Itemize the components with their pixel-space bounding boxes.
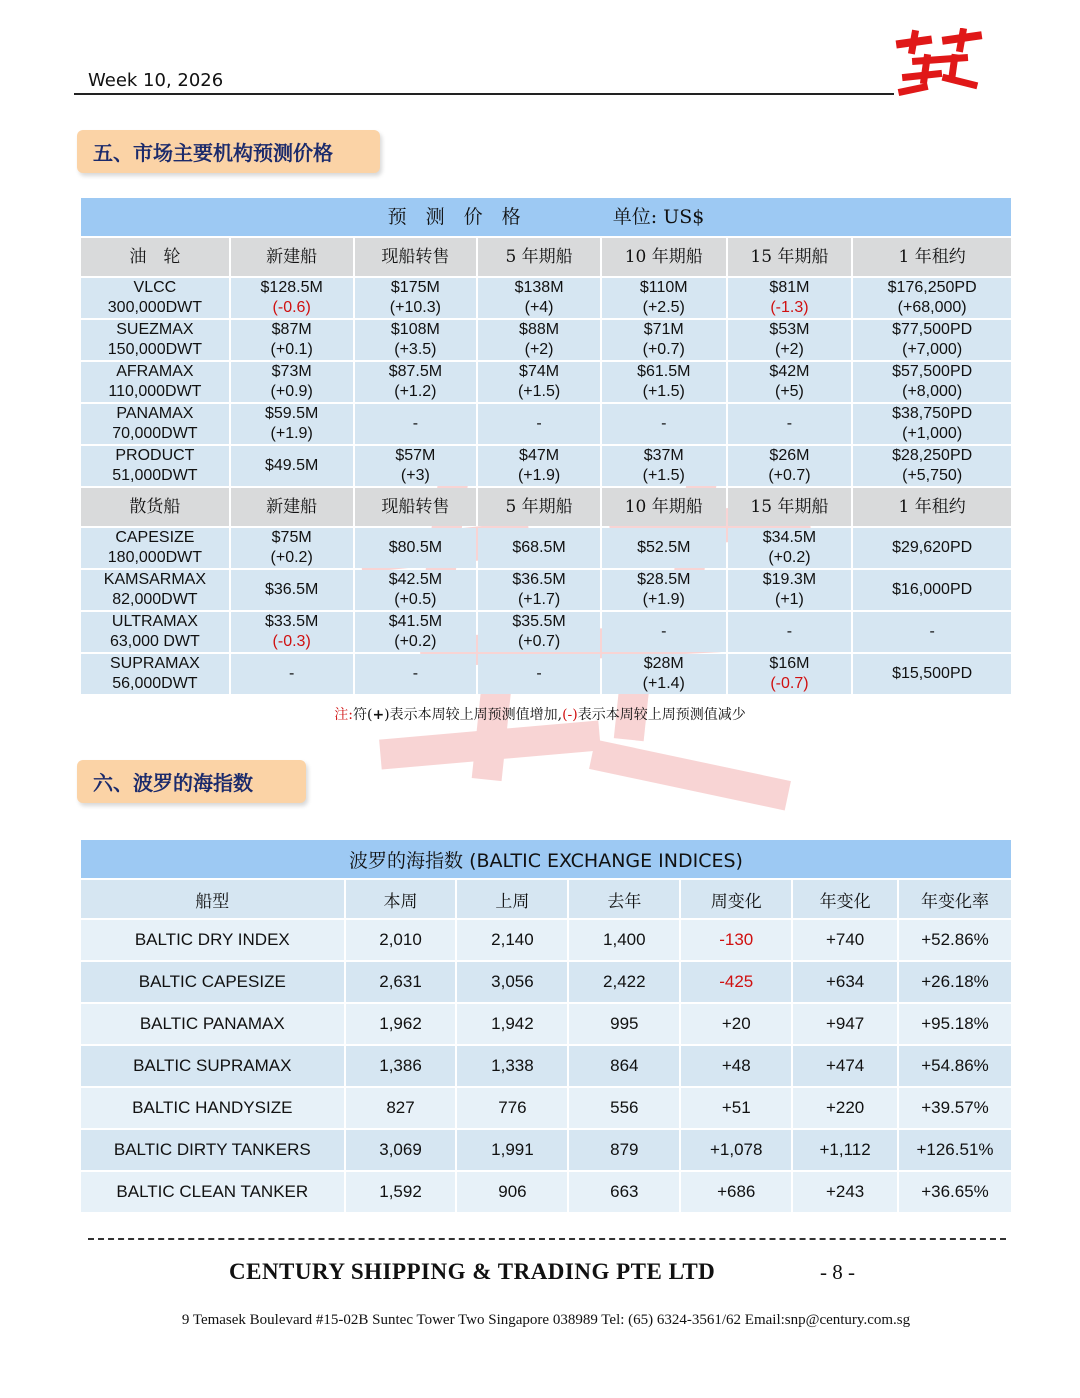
price-change: (+1.2): [394, 383, 437, 400]
forecast-title: 预 测 价 格: [387, 206, 521, 228]
index-value-cell: 879: [569, 1130, 679, 1170]
price-cell: [231, 570, 353, 610]
price-value: $81M: [769, 279, 810, 296]
vessel-dwt: 300,000DWT: [107, 299, 203, 316]
price-cell: [355, 362, 477, 402]
table-row: [81, 1088, 1011, 1128]
price-cell: [231, 320, 353, 360]
vessel-type-cell: [81, 362, 229, 402]
price-cell: [355, 528, 477, 568]
index-value-cell: 1,942: [457, 1004, 567, 1044]
price-value: -: [412, 665, 419, 682]
price-cell: [231, 528, 353, 568]
index-value-cell: 995: [569, 1004, 679, 1044]
bulk-rows: [81, 528, 1011, 694]
vessel-type: SUPRAMAX: [110, 655, 200, 672]
index-value-cell: +52.86%: [899, 920, 1011, 960]
index-value-cell: +220: [793, 1088, 897, 1128]
column-header: 10 年期船: [602, 488, 726, 526]
vessel-type: SUEZMAX: [116, 321, 194, 338]
price-cell: [602, 612, 726, 652]
price-value: $42.5M: [388, 571, 443, 588]
price-cell: [853, 404, 1011, 444]
price-change: (+2): [774, 341, 804, 358]
column-header: 年变化率: [899, 880, 1011, 918]
price-cell: [728, 528, 852, 568]
note-minus: (-): [562, 707, 578, 723]
price-change: (+1.5): [517, 383, 561, 400]
vessel-type-cell: [81, 570, 229, 610]
price-change: (+0.1): [270, 341, 313, 358]
price-cell: [231, 654, 353, 694]
column-header: 散货船: [81, 488, 229, 526]
company-name: CENTURY SHIPPING & TRADING PTE LTD: [229, 1259, 716, 1284]
vessel-dwt: 70,000DWT: [112, 425, 198, 442]
column-header: 周变化: [681, 880, 791, 918]
baltic-title: 波罗的海指数 (BALTIC EXCHANGE INDICES): [81, 840, 1011, 878]
index-value-cell: 1,991: [457, 1130, 567, 1170]
index-value-cell: 663: [569, 1172, 679, 1212]
price-value: $88M: [519, 321, 560, 338]
price-change: (+1.5): [642, 383, 685, 400]
price-change: (+8,000): [902, 383, 963, 400]
price-change: (+1.5): [642, 467, 685, 484]
index-value-cell: 776: [457, 1088, 567, 1128]
column-header: 本周: [346, 880, 456, 918]
baltic-index-table: [79, 838, 1013, 1214]
price-value: $36.5M: [264, 581, 319, 598]
price-value: $59.5M: [264, 405, 319, 422]
footer-divider: [88, 1238, 1006, 1240]
price-value: $38,750PD: [892, 405, 973, 422]
company-logo: [892, 28, 988, 100]
price-value: $75M: [271, 529, 312, 546]
index-value-cell: 827: [346, 1088, 456, 1128]
price-value: $16M: [769, 655, 810, 672]
unit-label: 单位: US$: [612, 206, 705, 228]
column-header: 油 轮: [81, 238, 229, 276]
price-value: $71M: [643, 321, 684, 338]
price-change: (+10.3): [389, 299, 441, 316]
index-value-cell: +36.65%: [899, 1172, 1011, 1212]
price-change: (-0.6): [272, 299, 311, 316]
price-value: $35.5M: [512, 613, 566, 630]
forecast-price-table: [79, 196, 1013, 696]
price-value: -: [536, 415, 542, 432]
week-label: Week 10, 2026: [88, 70, 224, 91]
price-change: (+0.2): [768, 549, 811, 566]
table-row: [81, 612, 1011, 652]
vessel-type-cell: [81, 528, 229, 568]
column-header: 年变化: [793, 880, 897, 918]
index-value-cell: +947: [793, 1004, 897, 1044]
price-value: $28.5M: [637, 571, 691, 588]
index-value-cell: 3,056: [457, 962, 567, 1002]
table-row: [81, 528, 1011, 568]
index-value-cell: 2,422: [569, 962, 679, 1002]
price-value: $57,500PD: [892, 363, 973, 380]
price-value: $175M: [390, 279, 440, 296]
price-cell: [355, 404, 477, 444]
note-prefix: 注:: [334, 707, 353, 723]
table-row: [81, 278, 1011, 318]
price-cell: [355, 612, 477, 652]
index-value-cell: -425: [681, 962, 791, 1002]
vessel-type-cell: [81, 654, 229, 694]
vessel-type-cell: [81, 446, 229, 486]
price-change: (-0.7): [770, 675, 809, 692]
table-row: [81, 362, 1011, 402]
price-value: $108M: [390, 321, 440, 338]
index-value-cell: 2,140: [457, 920, 567, 960]
price-value: $33.5M: [264, 613, 319, 630]
table-row: [81, 404, 1011, 444]
vessel-type-cell: [81, 320, 229, 360]
price-value: $53M: [769, 321, 810, 338]
index-value-cell: +634: [793, 962, 897, 1002]
price-value: -: [536, 665, 542, 682]
vessel-type: ULTRAMAX: [111, 613, 198, 630]
table-row: [81, 570, 1011, 610]
price-change: (+0.5): [394, 591, 437, 608]
price-change: (+1,000): [902, 425, 963, 442]
price-value: $34.5M: [762, 529, 817, 546]
price-value: -: [786, 623, 793, 640]
note-text-a: 符(: [352, 707, 373, 723]
price-value: $57M: [395, 447, 436, 464]
index-name-cell: BALTIC DRY INDEX: [81, 920, 344, 960]
column-header: 15 年期船: [728, 238, 852, 276]
column-header: 新建船: [231, 488, 353, 526]
vessel-dwt: 63,000 DWT: [109, 633, 200, 650]
price-change: (-0.3): [272, 633, 311, 650]
price-value: $61.5M: [637, 363, 691, 380]
tanker-rows: [81, 278, 1011, 486]
price-cell: [478, 320, 600, 360]
price-change: (+5,750): [902, 467, 963, 484]
price-cell: [602, 404, 726, 444]
index-value-cell: +26.18%: [899, 962, 1011, 1002]
price-value: $87.5M: [388, 363, 443, 380]
column-header: 5 年期船: [478, 488, 600, 526]
price-cell: [728, 278, 852, 318]
baltic-rows: [81, 920, 1011, 1212]
price-cell: [728, 362, 852, 402]
table-row: [81, 1004, 1011, 1044]
price-cell: [728, 654, 852, 694]
tanker-header-row: [81, 238, 1011, 276]
price-cell: [728, 404, 852, 444]
price-cell: [728, 320, 852, 360]
vessel-dwt: 150,000DWT: [107, 341, 203, 358]
index-value-cell: 1,400: [569, 920, 679, 960]
page-number: - 8 -: [820, 1260, 855, 1284]
price-value: $87M: [271, 321, 312, 338]
price-value: $77,500PD: [892, 321, 973, 338]
price-cell: [231, 404, 353, 444]
price-cell: [355, 320, 477, 360]
price-value: $68.5M: [512, 539, 566, 556]
column-header: 1 年租约: [853, 488, 1011, 526]
price-cell: [478, 404, 600, 444]
price-cell: [231, 446, 353, 486]
price-value: $28M: [643, 655, 684, 672]
price-cell: [853, 320, 1011, 360]
price-cell: [478, 362, 600, 402]
price-value: $41.5M: [388, 613, 443, 630]
table-row: [81, 320, 1011, 360]
vessel-dwt: 180,000DWT: [107, 549, 203, 566]
price-cell: [478, 654, 600, 694]
vessel-type: VLCC: [133, 279, 177, 296]
index-name-cell: BALTIC SUPRAMAX: [81, 1046, 344, 1086]
price-cell: [602, 446, 726, 486]
price-cell: [478, 570, 600, 610]
price-cell: [728, 446, 852, 486]
price-value: $42M: [769, 363, 810, 380]
table-row: [81, 920, 1011, 960]
price-cell: [602, 570, 726, 610]
price-cell: [478, 278, 600, 318]
price-cell: [355, 654, 477, 694]
price-change: (+4): [524, 299, 554, 316]
vessel-type: AFRAMAX: [116, 363, 194, 380]
index-name-cell: BALTIC DIRTY TANKERS: [81, 1130, 344, 1170]
index-value-cell: 556: [569, 1088, 679, 1128]
vessel-dwt: 82,000DWT: [112, 591, 198, 608]
price-cell: [728, 570, 852, 610]
price-change: (+5): [774, 383, 804, 400]
index-name-cell: BALTIC CAPESIZE: [81, 962, 344, 1002]
vessel-type-cell: [81, 612, 229, 652]
price-change: (+0.7): [768, 467, 811, 484]
price-cell: [853, 446, 1011, 486]
header-rule: [74, 93, 894, 95]
price-cell: [602, 654, 726, 694]
price-cell: [478, 612, 600, 652]
price-value: -: [786, 415, 793, 432]
index-value-cell: +20: [681, 1004, 791, 1044]
table-row: [81, 1172, 1011, 1212]
index-value-cell: 1,592: [346, 1172, 456, 1212]
price-value: -: [661, 415, 667, 432]
price-value: $29,620PD: [892, 539, 973, 556]
price-cell: [853, 528, 1011, 568]
index-name-cell: BALTIC CLEAN TANKER: [81, 1172, 344, 1212]
index-name-cell: BALTIC HANDYSIZE: [81, 1088, 344, 1128]
column-header: 上周: [457, 880, 567, 918]
index-value-cell: +126.51%: [899, 1130, 1011, 1170]
vessel-type: PANAMAX: [116, 405, 194, 422]
table-row: [81, 446, 1011, 486]
price-cell: [355, 570, 477, 610]
index-name-cell: BALTIC PANAMAX: [81, 1004, 344, 1044]
price-value: $37M: [643, 447, 684, 464]
vessel-type: CAPESIZE: [115, 529, 195, 546]
price-value: -: [661, 623, 667, 640]
index-value-cell: +243: [793, 1172, 897, 1212]
price-value: $47M: [519, 447, 560, 464]
price-value: $80.5M: [388, 539, 443, 556]
price-change: (+1): [774, 591, 804, 608]
price-cell: [853, 612, 1011, 652]
column-header: 现船转售: [355, 238, 477, 276]
price-change: (+1.4): [642, 675, 685, 692]
price-cell: [231, 362, 353, 402]
vessel-dwt: 51,000DWT: [112, 467, 198, 484]
index-value-cell: +39.57%: [899, 1088, 1011, 1128]
price-change: (+0.9): [270, 383, 313, 400]
forecast-note: [0, 704, 1080, 724]
price-value: $19.3M: [762, 571, 817, 588]
price-cell: [355, 278, 477, 318]
column-header: 15 年期船: [728, 488, 852, 526]
price-change: (+0.7): [517, 633, 561, 650]
price-cell: [478, 528, 600, 568]
price-change: (+1.9): [642, 591, 685, 608]
price-cell: [602, 362, 726, 402]
price-change: (+1.7): [517, 591, 561, 608]
column-header: 5 年期船: [478, 238, 600, 276]
price-cell: [602, 278, 726, 318]
index-value-cell: 2,631: [346, 962, 456, 1002]
note-text-c: 表示本周较上周预测值减少: [577, 707, 746, 723]
column-header: 船型: [81, 880, 344, 918]
price-cell: [478, 446, 600, 486]
price-cell: [231, 278, 353, 318]
price-cell: [355, 446, 477, 486]
price-change: (+1.9): [517, 467, 561, 484]
vessel-type-cell: [81, 278, 229, 318]
price-value: $36.5M: [512, 571, 566, 588]
vessel-type: KAMSARMAX: [103, 571, 207, 588]
price-change: (+68,000): [897, 299, 967, 316]
index-value-cell: 906: [457, 1172, 567, 1212]
price-value: $176,250PD: [887, 279, 977, 296]
price-cell: [853, 570, 1011, 610]
index-value-cell: +474: [793, 1046, 897, 1086]
column-header: 1 年租约: [853, 238, 1011, 276]
index-value-cell: 3,069: [346, 1130, 456, 1170]
column-header: 新建船: [231, 238, 353, 276]
price-value: $16,000PD: [892, 581, 973, 598]
index-value-cell: -130: [681, 920, 791, 960]
price-value: $26M: [769, 447, 810, 464]
column-header: 现船转售: [355, 488, 477, 526]
price-value: -: [929, 623, 935, 640]
price-change: (+1.9): [270, 425, 313, 442]
price-change: (+0.2): [394, 633, 437, 650]
price-change: (+0.7): [642, 341, 685, 358]
index-value-cell: 2,010: [346, 920, 456, 960]
index-value-cell: +1,078: [681, 1130, 791, 1170]
price-value: $15,500PD: [892, 665, 973, 682]
price-value: $110M: [639, 279, 688, 296]
price-cell: [602, 528, 726, 568]
price-cell: [853, 654, 1011, 694]
price-cell: [602, 320, 726, 360]
vessel-dwt: 56,000DWT: [112, 675, 198, 692]
index-value-cell: 1,386: [346, 1046, 456, 1086]
index-value-cell: +51: [681, 1088, 791, 1128]
section-5-tab: 五、市场主要机构预测价格: [77, 130, 380, 173]
price-cell: [231, 612, 353, 652]
table-row: [81, 962, 1011, 1002]
note-plus: +: [372, 707, 385, 723]
forecast-title-cell: [81, 198, 1011, 236]
note-text-b: )表示本周较上周预测值增加,: [384, 707, 563, 723]
price-change: (+3): [400, 467, 430, 484]
price-change: (+3.5): [394, 341, 437, 358]
price-value: $74M: [519, 363, 560, 380]
index-value-cell: +48: [681, 1046, 791, 1086]
price-change: (+2.5): [642, 299, 685, 316]
vessel-type: PRODUCT: [115, 447, 195, 464]
company-address: 9 Temasek Boulevard #15-02B Suntec Tower Two Singapore 038989 Tel: (65) 6324-3561/62 Email:snp@century.com.sg: [181, 1312, 911, 1328]
price-change: (-1.3): [770, 299, 809, 316]
index-value-cell: +686: [681, 1172, 791, 1212]
vessel-dwt: 110,000DWT: [108, 383, 202, 400]
price-value: $28,250PD: [892, 447, 973, 464]
section-6-tab: 六、波罗的海指数: [77, 760, 306, 803]
price-change: (+7,000): [902, 341, 963, 358]
column-header: 10 年期船: [602, 238, 726, 276]
price-value: $128.5M: [260, 279, 323, 296]
index-value-cell: +54.86%: [899, 1046, 1011, 1086]
price-change: (+0.2): [270, 549, 313, 566]
price-cell: [853, 278, 1011, 318]
index-value-cell: 1,962: [346, 1004, 456, 1044]
index-value-cell: +740: [793, 920, 897, 960]
table-row: [81, 1130, 1011, 1170]
index-value-cell: +1,112: [793, 1130, 897, 1170]
price-value: $49.5M: [264, 457, 319, 474]
column-header: 去年: [569, 880, 679, 918]
price-value: -: [412, 415, 419, 432]
price-value: $73M: [271, 363, 312, 380]
price-cell: [853, 362, 1011, 402]
price-value: $52.5M: [637, 539, 691, 556]
index-value-cell: 1,338: [457, 1046, 567, 1086]
index-value-cell: +95.18%: [899, 1004, 1011, 1044]
vessel-type-cell: [81, 404, 229, 444]
bulk-header-row: [81, 488, 1011, 526]
price-value: $138M: [514, 279, 564, 296]
table-row: [81, 1046, 1011, 1086]
baltic-header-row: [81, 880, 1011, 918]
price-change: (+2): [524, 341, 554, 358]
table-row: [81, 654, 1011, 694]
index-value-cell: 864: [569, 1046, 679, 1086]
price-value: -: [289, 665, 295, 682]
price-cell: [728, 612, 852, 652]
